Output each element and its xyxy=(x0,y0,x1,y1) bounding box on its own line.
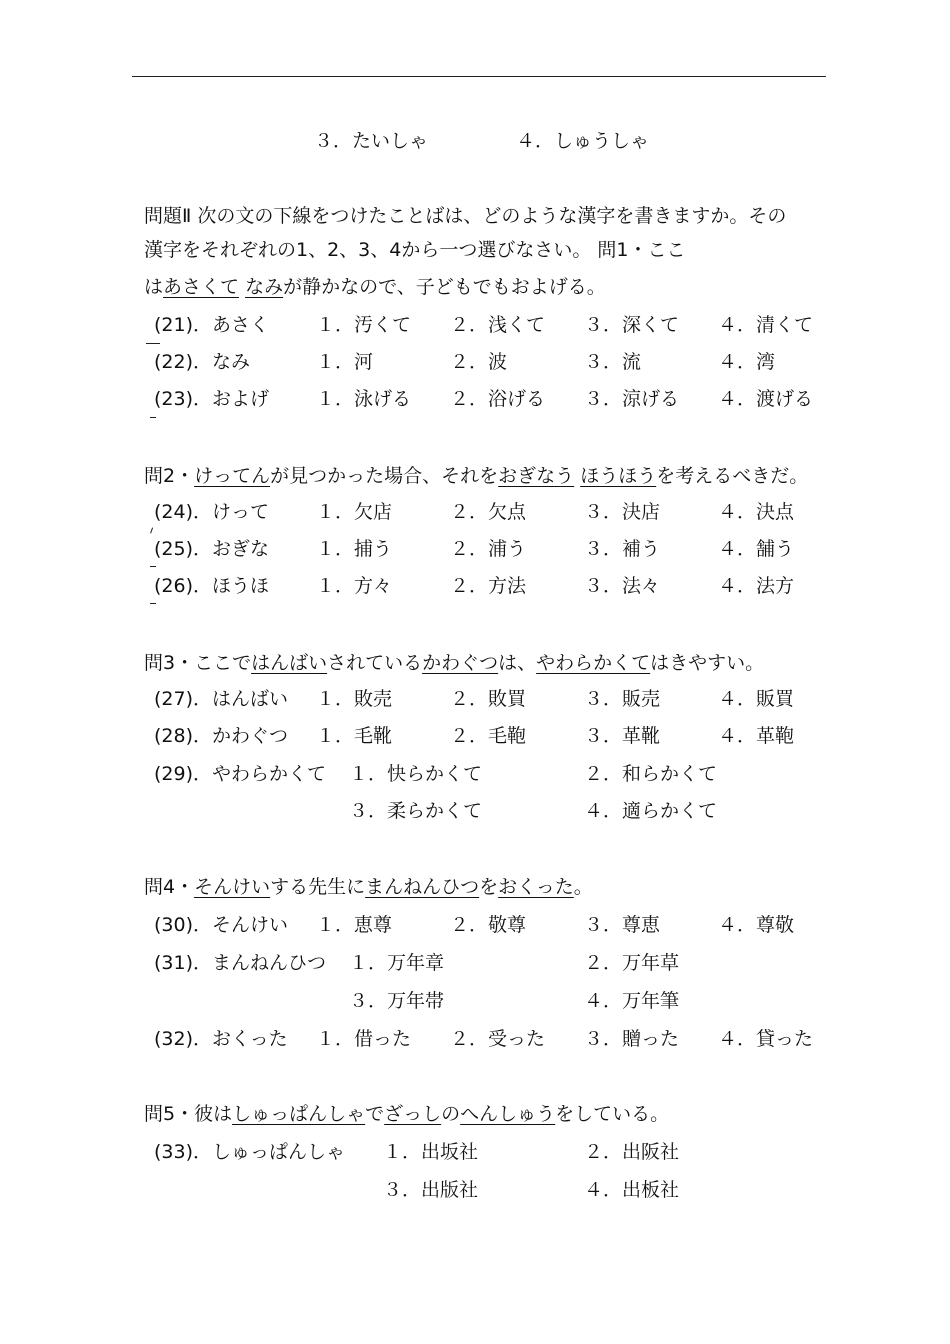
item-31-option-4: ４．万年筆 xyxy=(584,990,680,1012)
item-23-option-1: １．泳げる xyxy=(316,388,412,410)
underlined-word: あさくて xyxy=(163,276,240,298)
question-4-sentence xyxy=(144,875,593,899)
sentence-text: を xyxy=(479,876,499,898)
item-27-number: (27)．はんばい xyxy=(154,688,289,710)
item-33-option-3: ３．出版社 xyxy=(383,1179,479,1201)
item-23-option-2: ２．浴げる xyxy=(450,388,546,410)
item-24-option-4: ４．決点 xyxy=(718,501,795,523)
underlined-word: へんしゅう xyxy=(460,1103,556,1125)
item-26-option-4: ４．法方 xyxy=(718,575,795,597)
underlined-word: けってん xyxy=(194,465,271,487)
sentence-text: が静かなので、子どもでもおよげる。 xyxy=(283,276,606,298)
item-21-option-3: ３．深くて xyxy=(584,314,680,336)
item-29-number: (29)．やわらかくて xyxy=(154,763,327,785)
item-24-option-3: ３．決店 xyxy=(584,501,661,523)
item-25-option-3: ３．補う xyxy=(584,538,661,560)
item-28-option-3: ３．革靴 xyxy=(584,725,661,747)
item-27-option-4: ４．販買 xyxy=(718,688,795,710)
item-28-option-2: ２．毛鞄 xyxy=(450,725,527,747)
underlined-word: なみ xyxy=(245,276,284,298)
item-22-option-3: ３．流 xyxy=(584,351,642,373)
underlined-word: はんばい xyxy=(251,652,328,674)
item-28-number: (28)．かわぐつ xyxy=(154,725,289,747)
underlined-word: ざっし xyxy=(384,1103,442,1125)
item-30-option-3: ３．尊恵 xyxy=(584,914,661,936)
item-23-option-3: ３．涼げる xyxy=(584,388,680,410)
item-33-option-2: ２．出阪社 xyxy=(584,1141,680,1163)
item-29-option-3: ３．柔らかくて xyxy=(349,800,483,822)
item-27-option-3: ３．販売 xyxy=(584,688,661,710)
sentence-text: 問2・ xyxy=(144,465,195,487)
sentence-text: する先生に xyxy=(270,876,366,898)
sentence-text: 問4・ xyxy=(144,876,195,898)
item-24-number: (24)．けって xyxy=(154,501,270,523)
question-5-sentence xyxy=(144,1102,669,1126)
sentence-text: が見つかった場合、それを xyxy=(270,465,499,487)
item-28-option-1: １．毛靴 xyxy=(316,725,393,747)
question-2-sentence xyxy=(144,464,808,488)
sentence-text: はきやすい。 xyxy=(650,652,765,674)
sentence-text: 。 xyxy=(573,876,593,898)
carryover-option-4: ４．しゅうしゃ xyxy=(516,130,650,152)
sentence-text: の xyxy=(441,1103,461,1125)
sentence-text: 問5・彼は xyxy=(144,1103,233,1125)
sentence-text: をしている。 xyxy=(555,1103,670,1125)
underlined-word: おぎなう xyxy=(498,465,575,487)
item-24-option-2: ２．欠点 xyxy=(450,501,527,523)
underlined-word: ほうほう xyxy=(580,465,657,487)
artifact-mark xyxy=(150,527,156,534)
item-26-option-1: １．方々 xyxy=(316,575,393,597)
underlined-word: おくった xyxy=(498,876,574,898)
item-23-option-4: ４．渡げる xyxy=(718,388,814,410)
item-31-option-3: ３．万年帯 xyxy=(349,990,445,1012)
underlined-word: かわぐつ xyxy=(422,652,499,674)
item-32-option-3: ３．贈った xyxy=(584,1028,680,1050)
item-22-number: (22)．なみ xyxy=(154,351,251,373)
item-31-number: (31)．まんねんひつ xyxy=(154,952,327,974)
item-25-option-1: １．捕う xyxy=(316,538,393,560)
item-33-option-4: ４．出板社 xyxy=(584,1179,680,1201)
item-30-number: (30)．そんけい xyxy=(154,914,289,936)
item-29-option-4: ４．適らかくて xyxy=(584,800,718,822)
item-30-option-1: １．恵尊 xyxy=(316,914,393,936)
item-32-number: (32)．おくった xyxy=(154,1028,288,1050)
item-21-option-4: ４．清くて xyxy=(718,314,814,336)
item-22-option-2: ２．波 xyxy=(450,351,508,373)
item-33-option-1: １．出坂社 xyxy=(383,1141,479,1163)
item-29-option-2: ２．和らかくて xyxy=(584,763,718,785)
carryover-option-3: ３．たいしゃ xyxy=(314,130,429,152)
item-30-option-2: ２．敬尊 xyxy=(450,914,527,936)
question-1-sentence xyxy=(144,275,606,299)
item-21-number: (21)．あさく xyxy=(154,314,270,336)
artifact-mark xyxy=(150,566,156,567)
underlined-word: そんけい xyxy=(194,876,271,898)
question-3-sentence xyxy=(144,651,764,675)
sentence-text: 問3・ここで xyxy=(144,652,252,674)
item-26-number: (26)．ほうほ xyxy=(154,575,270,597)
sentence-text: を考えるべきだ。 xyxy=(656,465,809,487)
item-30-option-4: ４．尊敬 xyxy=(718,914,795,936)
sentence-text: されている xyxy=(327,652,423,674)
item-32-option-4: ４．貸った xyxy=(718,1028,814,1050)
underlined-word: やわらかくて xyxy=(536,652,651,674)
section-intro-line-2: 漢字をそれぞれの1、2、3、4から一つ選びなさい。 問1・ここ xyxy=(144,239,686,261)
item-32-option-2: ２．受った xyxy=(450,1028,546,1050)
item-22-option-4: ４．湾 xyxy=(718,351,776,373)
item-33-number: (33)．しゅっぱんしゃ xyxy=(154,1141,346,1163)
item-21-option-2: ２．浅くて xyxy=(450,314,546,336)
item-21-option-1: １．汚くて xyxy=(316,314,412,336)
artifact-mark xyxy=(150,603,156,604)
artifact-mark xyxy=(146,343,160,344)
item-25-number: (25)．おぎな xyxy=(154,538,270,560)
artifact-mark xyxy=(150,417,156,418)
item-28-option-4: ４．革鞄 xyxy=(718,725,795,747)
item-26-option-2: ２．方法 xyxy=(450,575,527,597)
item-29-option-1: １．快らかくて xyxy=(349,763,483,785)
underlined-word: まんねんひつ xyxy=(365,876,480,898)
sentence-text: で xyxy=(365,1103,385,1125)
sentence-text: は、 xyxy=(498,652,537,674)
item-25-option-4: ４．舗う xyxy=(718,538,795,560)
header-rule xyxy=(132,76,826,77)
item-31-option-2: ２．万年草 xyxy=(584,952,680,974)
item-24-option-1: １．欠店 xyxy=(316,501,393,523)
sentence-text: は xyxy=(144,276,164,298)
section-intro-line-1: 問題Ⅱ 次の文の下線をつけたことばは、どのような漢字を書きますか。その xyxy=(144,205,787,227)
item-27-option-2: ２．敗買 xyxy=(450,688,527,710)
item-26-option-3: ３．法々 xyxy=(584,575,661,597)
item-22-option-1: １．河 xyxy=(316,351,374,373)
underlined-word: しゅっぱんしゃ xyxy=(232,1103,366,1125)
item-27-option-1: １．敗売 xyxy=(316,688,393,710)
item-32-option-1: １．借った xyxy=(316,1028,412,1050)
item-31-option-1: １．万年章 xyxy=(349,952,445,974)
item-25-option-2: ２．浦う xyxy=(450,538,527,560)
item-23-number: (23)．およげ xyxy=(154,388,270,410)
